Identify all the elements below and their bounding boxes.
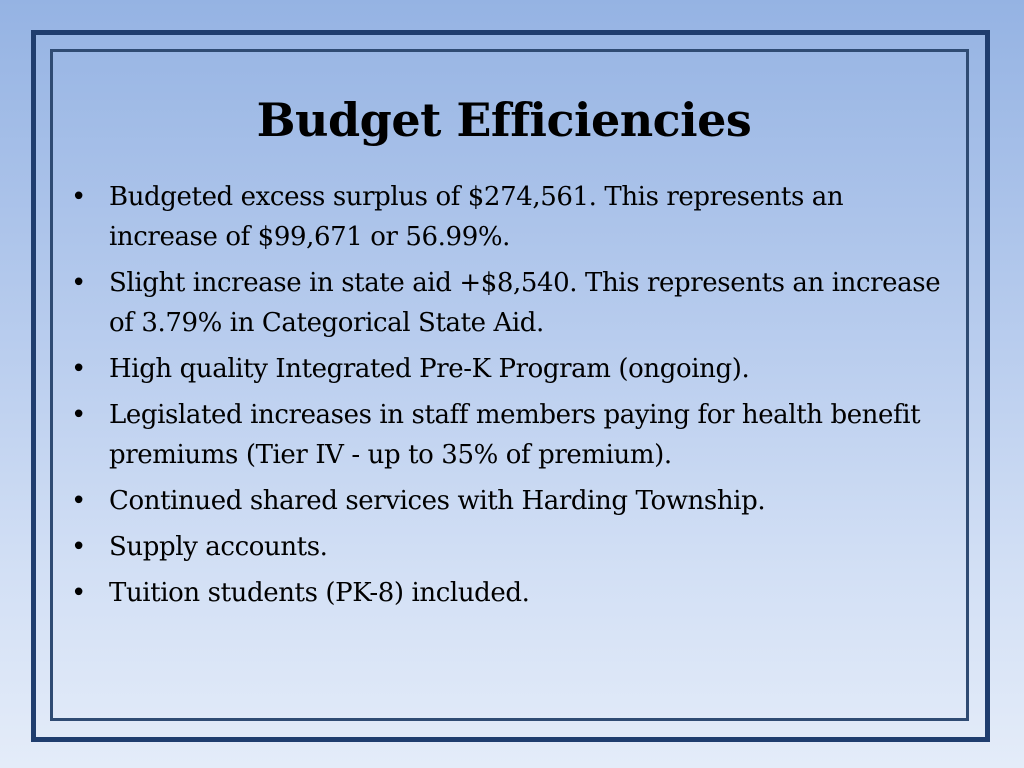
bullet-dot-icon: • [71, 182, 86, 212]
bullet-item-pre-k-program [71, 349, 951, 389]
slide-title: Budget Efficiencies [256, 93, 752, 147]
bullet-item-tuition-students [71, 573, 951, 613]
bullet-text: Supply accounts. [109, 532, 328, 562]
bullet-dot-icon: • [71, 354, 86, 384]
bullet-dot-icon: • [71, 486, 86, 516]
bullet-text: High quality Integrated Pre-K Program (ongoing). [109, 354, 750, 384]
bullet-dot-icon: • [71, 400, 86, 430]
bullet-text: Tuition students (PK-8) included. [109, 578, 530, 608]
bullet-item-shared-services [71, 481, 951, 521]
bullet-item-health-premiums [71, 395, 951, 475]
bullet-dot-icon: • [71, 532, 86, 562]
bullet-item-state-aid [71, 263, 951, 343]
bullet-dot-icon: • [71, 578, 86, 608]
bullet-list [71, 177, 951, 619]
bullet-item-supply-accounts [71, 527, 951, 567]
bullet-text: Slight increase in state aid +$8,540. This represents an increase of 3.79% in Categorical State Aid. [109, 268, 941, 338]
bullet-item-excess-surplus [71, 177, 951, 257]
bullet-text: Budgeted excess surplus of $274,561. This represents an increase of $99,671 or 56.99%. [109, 182, 844, 252]
bullet-text: Continued shared services with Harding Township. [109, 486, 766, 516]
bullet-dot-icon: • [71, 268, 86, 298]
bullet-text: Legislated increases in staff members paying for health benefit premiums (Tier IV - up to 35% of premium). [109, 400, 921, 470]
